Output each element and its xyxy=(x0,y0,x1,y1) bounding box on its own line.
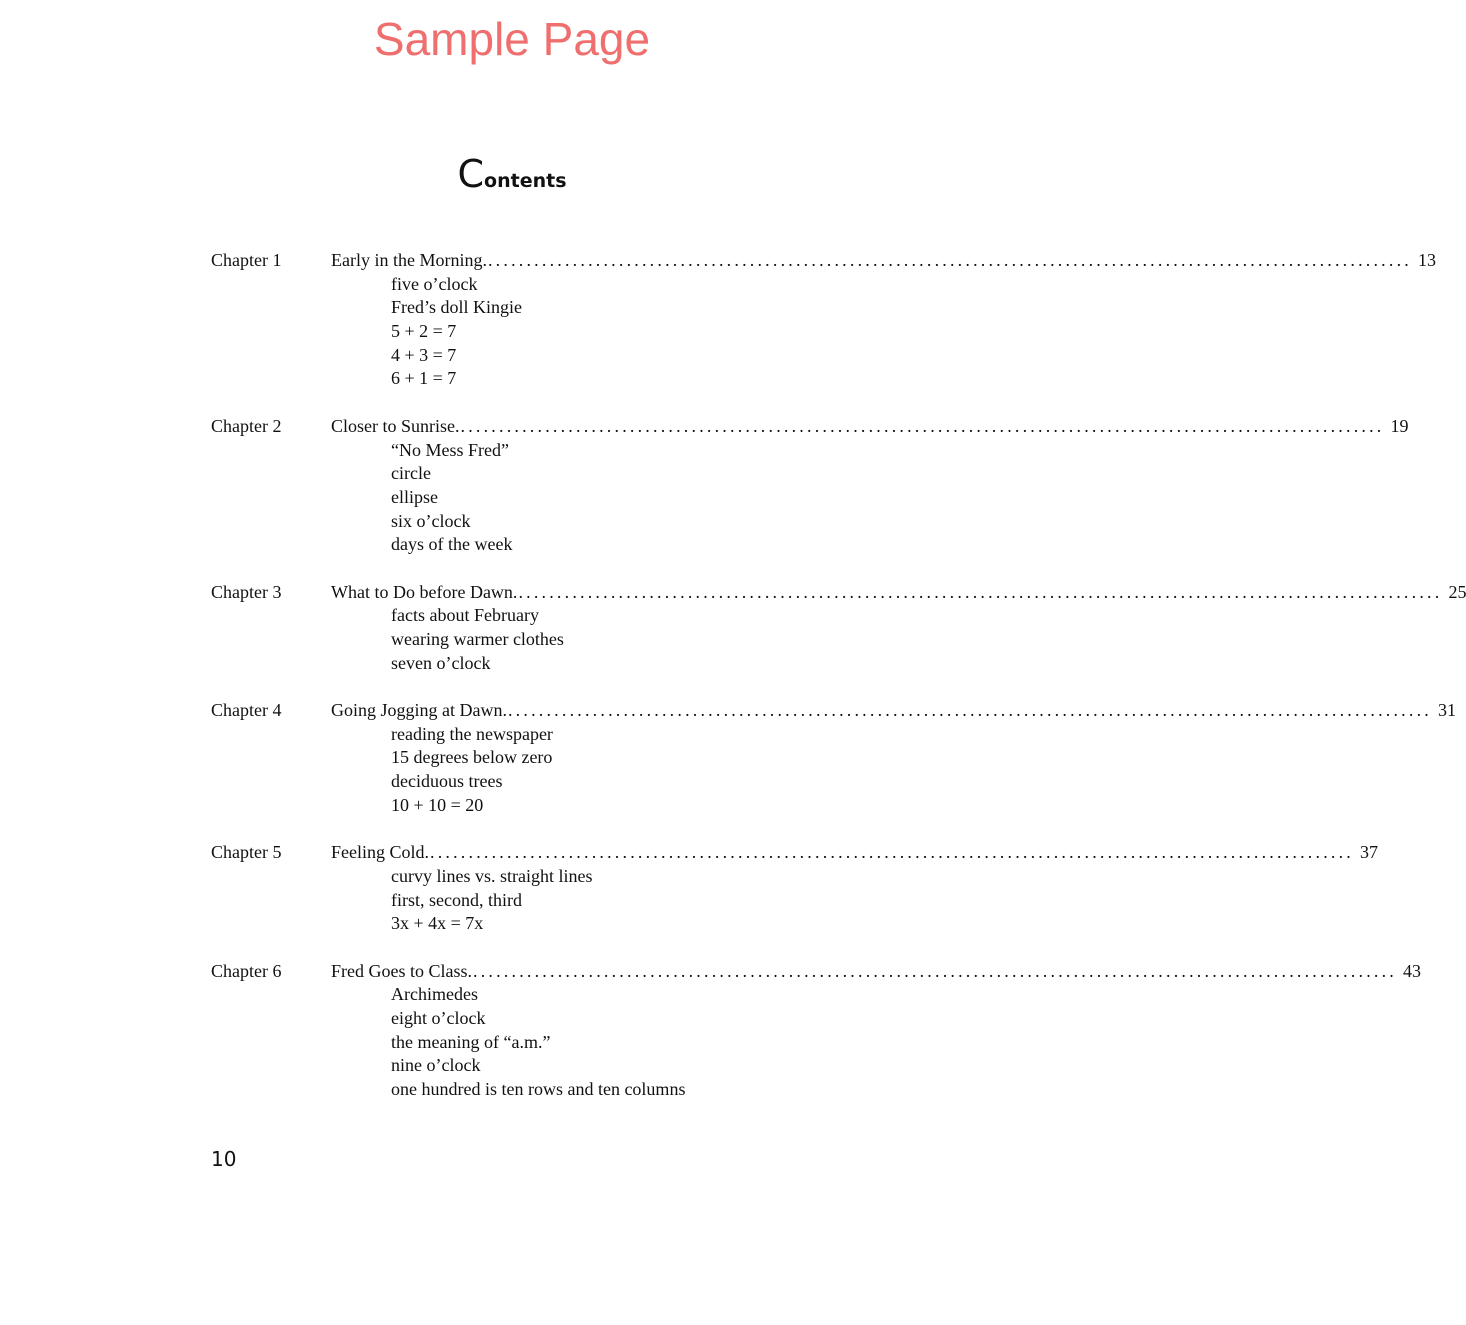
chapter-title: Going Jogging at Dawn. xyxy=(331,700,507,721)
chapter-title: Early in the Morning. xyxy=(331,250,487,270)
chapter-page-number: 31 xyxy=(1437,700,1456,721)
dot-leader: ........................................................................................................................ xyxy=(518,581,1443,602)
table-of-contents xyxy=(211,249,1466,1125)
toc-chapter-5-entry[interactable] xyxy=(211,841,1378,865)
chapter-page-number: 25 xyxy=(1448,581,1466,602)
topic-item: “No Mess Fred” xyxy=(391,439,509,460)
toc-chapter-5 xyxy=(211,841,1378,936)
topic-item: 15 degrees below zero xyxy=(391,747,553,768)
chapter-title: Closer to Sunrise. xyxy=(331,415,460,436)
toc-chapter-4 xyxy=(211,699,1456,817)
topic-item: curvy lines vs. straight lines xyxy=(391,865,593,886)
topic-item: circle xyxy=(391,463,431,484)
toc-chapter-3 xyxy=(211,581,1466,676)
chapter-page-number: 13 xyxy=(1417,250,1436,270)
topic-item: wearing warmer clothes xyxy=(391,629,564,649)
topic-item: one hundred is ten rows and ten columns xyxy=(391,1079,686,1100)
toc-chapter-6 xyxy=(211,960,1421,1102)
topic-item: 10 + 10 = 20 xyxy=(391,794,484,815)
topic-item: first, second, third xyxy=(391,889,522,910)
topic-item: the meaning of “a.m.” xyxy=(391,1031,551,1052)
toc-chapter-2-entry[interactable] xyxy=(211,415,1409,439)
topic-item: five o’clock xyxy=(391,273,478,294)
chapter-topics xyxy=(211,439,816,557)
topic-item: deciduous trees xyxy=(391,771,503,792)
sample-page-watermark: Sample Page xyxy=(373,13,651,65)
topic-item: ellipse xyxy=(391,486,438,507)
toc-chapter-2 xyxy=(211,415,1409,557)
contents-heading xyxy=(0,152,1024,196)
chapter-topics xyxy=(211,604,816,675)
chapter-page-number: 43 xyxy=(1403,960,1421,981)
chapter-label: Chapter 6 xyxy=(211,960,282,981)
dot-leader: ........................................................................................................................ xyxy=(473,960,1397,981)
topic-item: seven o’clock xyxy=(391,652,491,673)
chapter-title: Feeling Cold. xyxy=(331,842,429,863)
dot-leader: ........................................................................................................................ xyxy=(487,250,1412,270)
topic-item: 4 + 3 = 7 xyxy=(391,344,457,365)
topic-item: facts about February xyxy=(391,605,539,626)
topic-item: Fred’s doll Kingie xyxy=(391,297,522,318)
topic-item: Archimedes xyxy=(391,984,478,1005)
topic-item: nine o’clock xyxy=(391,1055,481,1076)
chapter-label: Chapter 3 xyxy=(211,581,282,602)
toc-chapter-4-entry[interactable] xyxy=(211,699,1456,723)
chapter-topics xyxy=(211,865,816,936)
dot-leader: ........................................................................................................................ xyxy=(507,700,1432,721)
toc-chapter-3-entry[interactable] xyxy=(211,581,1466,605)
topic-item: 5 + 2 = 7 xyxy=(391,321,457,342)
chapter-topics xyxy=(211,273,816,391)
topic-item: 3x + 4x = 7x xyxy=(391,913,484,934)
toc-chapter-1 xyxy=(211,249,1436,391)
chapter-label: Chapter 4 xyxy=(211,700,282,721)
chapter-title: What to Do before Dawn. xyxy=(331,581,518,602)
chapter-topics xyxy=(211,723,816,818)
page-number: 10 xyxy=(211,1147,237,1171)
contents-heading-rest: ontents xyxy=(484,170,567,192)
topic-item: reading the newspaper xyxy=(391,723,553,744)
chapter-page-number: 19 xyxy=(1390,415,1409,436)
dot-leader: ........................................................................................................................ xyxy=(430,842,1354,863)
topic-item: 6 + 1 = 7 xyxy=(391,368,457,389)
chapter-page-number: 37 xyxy=(1360,842,1378,863)
chapter-topics xyxy=(211,983,816,1101)
chapter-label: Chapter 1 xyxy=(211,250,282,270)
dot-leader: ........................................................................................................................ xyxy=(460,415,1385,436)
toc-chapter-6-entry[interactable] xyxy=(211,960,1421,984)
chapter-title: Fred Goes to Class. xyxy=(331,960,472,981)
topic-item: days of the week xyxy=(391,534,513,555)
chapter-label: Chapter 5 xyxy=(211,842,282,863)
chapter-label: Chapter 2 xyxy=(211,415,282,436)
contents-heading-initial: C xyxy=(457,152,485,196)
topic-item: eight o’clock xyxy=(391,1008,486,1028)
topic-item: six o’clock xyxy=(391,510,471,531)
toc-chapter-1-entry[interactable] xyxy=(211,249,1436,273)
